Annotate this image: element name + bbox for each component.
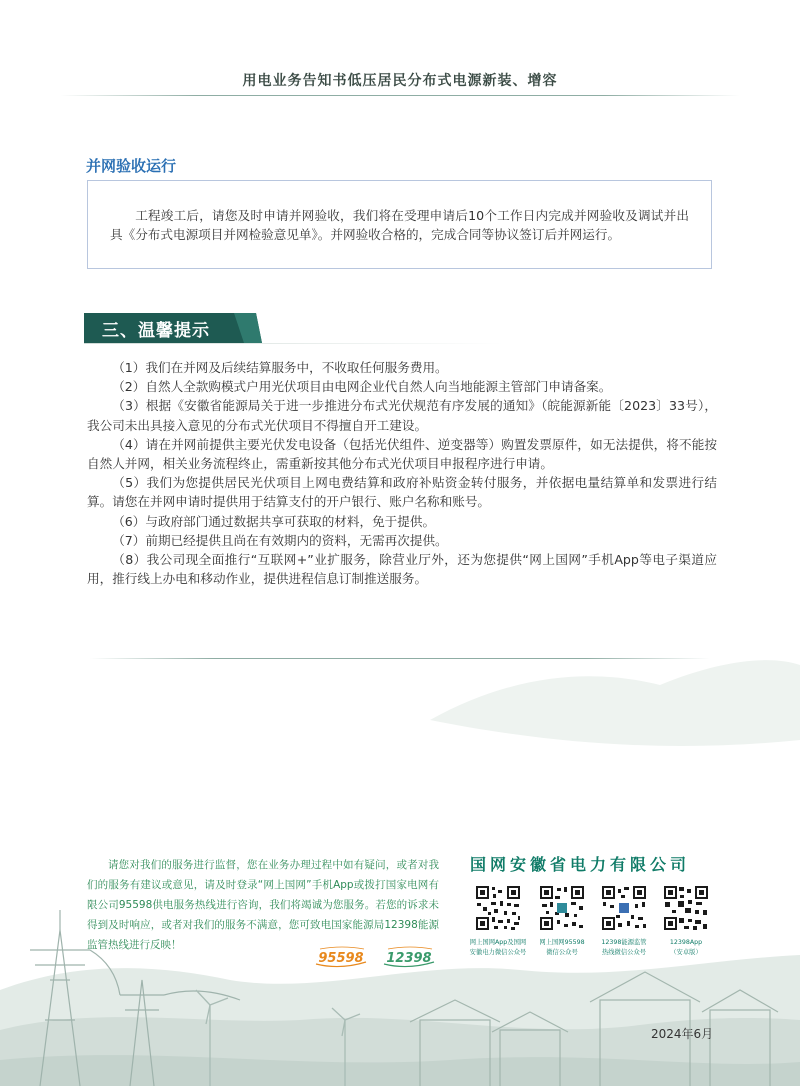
- qr-caption-line: 12398App: [669, 939, 703, 946]
- hotline-95598-text: 95598: [318, 951, 364, 966]
- hotline-12398-text: 12398: [386, 951, 432, 966]
- qr-code-app-wechat: [468, 884, 528, 958]
- tip-item: （5）我们为您提供居民光伏项目上网电费结算和政府补贴资金转付服务，并依据电量结算单和发票进行结算。请您在并网申请时提供用于结算支付的开户银行、账户名称和账号。: [87, 475, 717, 510]
- tip-item: （7）前期已经提供且尚在有效期内的资料，无需再次提供。: [112, 532, 448, 548]
- qr-code-icon: [600, 884, 648, 932]
- header-divider: [60, 95, 740, 96]
- page-header-title: 用电业务告知书低压居民分布式电源新装、增容: [242, 73, 558, 89]
- qr-caption-line: 12398能源监管: [601, 939, 647, 946]
- qr-caption-line: （安卓版）: [670, 949, 702, 956]
- qr-caption-line: 微信公众号: [546, 949, 578, 956]
- tips-title: 三、温馨提示: [102, 321, 210, 341]
- qr-code-icon: [662, 884, 710, 932]
- grid-acceptance-title: 并网验收运行: [86, 157, 177, 175]
- hotline-95598-logo: [312, 944, 370, 970]
- qr-code-12398-app: [656, 884, 716, 958]
- grid-acceptance-body: 工程竣工后，请您及时申请并网验收，我们将在受理申请后10个工作日内完成并网验收及调试并出具《分布式电源项目并网检验意见单》。并网验收合格的，完成合同等协议签订后并网运行。: [110, 208, 689, 242]
- qr-code-12398-wechat: [594, 884, 654, 958]
- grid-acceptance-box: [87, 180, 712, 269]
- company-name: 国网安徽省电力有限公司: [470, 855, 691, 874]
- tips-banner: [84, 313, 262, 343]
- landscape-illustration: [0, 600, 800, 1086]
- supervision-text: 请您对我们的服务进行监督，您在业务办理过程中如有疑问，或者对我们的服务有建议或意见，请及时登录“网上国网”手机App或拨打国家电网有限公司95598供电服务热线进行咨询，我们将竭诚为您服务。若您的诉求未得到及时响应，或者对我们的服务不满意，您可致电国家能源局12398能源监管热线进行反映！: [87, 859, 439, 951]
- tip-item: （1）我们在并网及后续结算服务中，不收取任何服务费用。: [112, 360, 448, 375]
- tip-item: （6）与政府部门通过数据共享可获取的材料，免于提供。: [112, 513, 436, 529]
- qr-code-icon: [474, 884, 522, 932]
- qr-caption-line: 热线微信公众号: [601, 949, 647, 956]
- qr-caption-line: 安徽电力微信公众号: [469, 949, 527, 956]
- qr-code-95598: [532, 884, 592, 958]
- qr-caption-line: 网上国网App及国网: [469, 939, 527, 946]
- tip-item: （2）自然人全款购模式户用光伏项目由电网企业代自然人向当地能源主管部门申请备案。: [112, 379, 612, 395]
- hotline-12398-logo: [380, 944, 438, 970]
- tip-item: （8）我公司现全面推行“互联网+”业扩服务，除营业厅外，还为您提供“网上国网”手机App等电子渠道应用，推行线上办电和移动作业，提供进程信息订制推送服务。: [87, 552, 717, 587]
- tips-list: [87, 358, 717, 588]
- qr-code-icon: [538, 884, 586, 932]
- tip-item: （3）根据《安徽省能源局关于进一步推进分布式光伏规范有序发展的通知》（皖能源新能〔2023〕33号），我公司未出具接入意见的分布式光伏项目不得擅自开工建设。: [87, 398, 717, 433]
- supervision-notice: [87, 855, 439, 955]
- qr-caption-line: 网上国网95598: [539, 939, 585, 946]
- publish-date: 2024年6月: [651, 1027, 714, 1041]
- banner-underline: [84, 343, 504, 344]
- tip-item: （4）请在并网前提供主要光伏发电设备（包括光伏组件、逆变器等）购置发票原件，如无法提供，将不能按自然人并网，相关业务流程终止，需重新按其他分布式光伏项目申报程序进行申请。: [87, 436, 717, 472]
- bottom-divider: [90, 658, 710, 659]
